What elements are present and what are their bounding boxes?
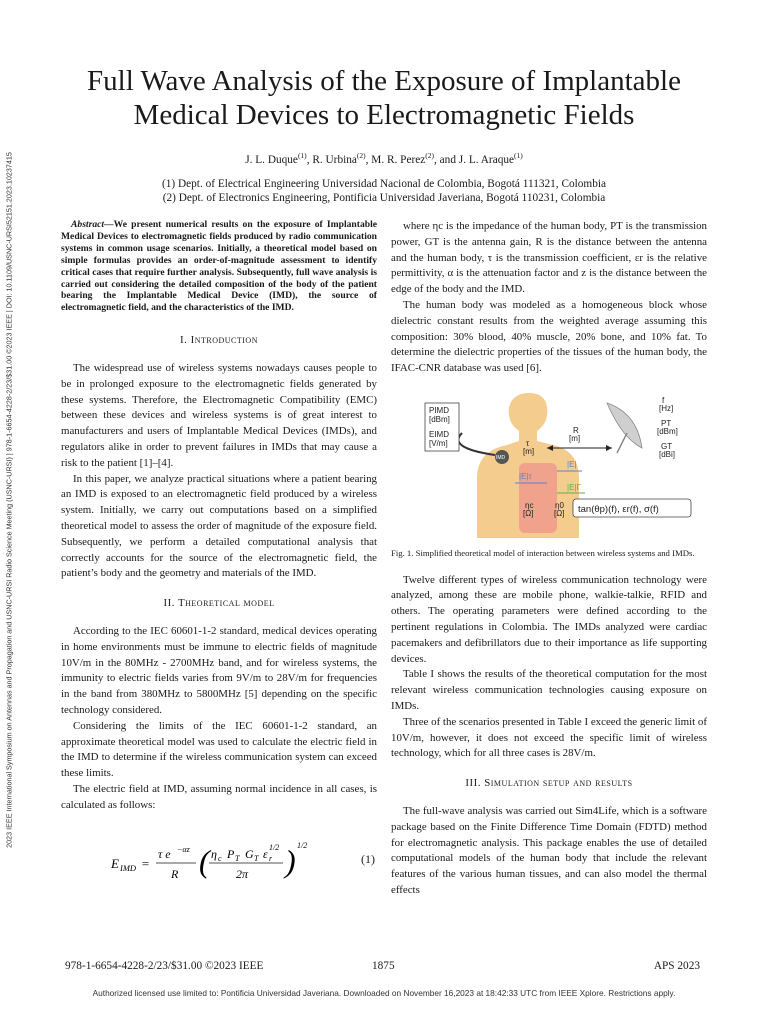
svg-text:R: R xyxy=(171,866,179,881)
intro-paragraph-2: In this paper, we analyze practical situations where a patient bearing an IMD is exposed to an electromagnetic field produced by a wireless system. Initially, we carry out computations based on a simplified theoretical model to assess the order of magnitude of the exposure field. Subsequently, we perform a detailed computational analysis that correctly accounts for the source of the electromagnetic field, the patient’s body and the geometry and materials of the IMD. xyxy=(61,472,377,580)
author-list: J. L. Duque$^{(1)}$, R. Urbina$^{(2)}$, M. R. Perez$^{(2)}$, and J. L. Araque$^{(1)}$ xyxy=(245,151,523,166)
svg-text:τ e: τ e xyxy=(158,846,171,861)
antenna-dish-icon xyxy=(607,403,642,448)
affiliation-2: (2) Dept. of Electronics Engineering, Pontificia Universidad Javeriana, Bogotá 110231, Colombia xyxy=(162,192,606,204)
equation-formula xyxy=(111,838,351,888)
svg-text:1/2: 1/2 xyxy=(269,842,280,852)
svg-text:η: η xyxy=(211,846,217,861)
eta-c-unit: [Ω] xyxy=(523,508,534,518)
svg-text:ε: ε xyxy=(263,846,268,861)
right-paragraph-3: Twelve different types of wireless communication technology were analyzed, among these are mobile phone, walkie-talkie, RFID and others. The operating parameters were defined according to the pertinent regulations in Colombia. The IMDs analyzed were cardiac pacemakers and defibrillators due to their importance as life supporting devices. xyxy=(391,573,707,665)
theory-paragraph-3: The electric field at IMD, assuming normal incidence in all cases, is calculated as follows: xyxy=(61,782,377,811)
abstract-label: Abstract— xyxy=(71,219,114,230)
figure-1 xyxy=(407,393,697,538)
footer-conference: APS 2023 xyxy=(653,960,700,972)
svg-text:(: ( xyxy=(199,842,210,879)
svg-text:c: c xyxy=(218,853,222,863)
simulation-paragraph-1: The full-wave analysis was carried out Sim4Life, which is a software package based on the Finite Difference Time Domain (FDTD) method for electromagnetic analysis. This package enables the use of detailed computational models of the human body that include the relevant features of the various human tissues, and can also model the thermal effects xyxy=(391,804,707,896)
imd-lead xyxy=(458,433,495,455)
section-heading-introduction: I. Introduction xyxy=(180,334,258,347)
theory-paragraph-1: According to the IEC 60601-1-2 standard, medical devices operating in home environments must be immune to electric fields of magnitude 10V/m in the 80MHz - 2700MHz band, and for wireless systems, the immunity to electric fields varies from 9V/m to 28V/m for frequencies in the band from 380MHz to 5800MHz [5] depending on the specific technology considered. xyxy=(61,625,377,716)
tau-label: τ xyxy=(526,438,530,448)
tau-unit: [m] xyxy=(523,446,535,456)
svg-text:T: T xyxy=(254,853,259,863)
gt-unit: [dBi] xyxy=(659,449,676,459)
abstract-text: We present numerical results on the exposure of Implantable Medical Devices to electromagnetic fields produced by radio communication systems in common usage scenarios. Initially, a theoretical model based on simple formulas provides an order-of-magnitude assessment to identify critical cases that require further analysis. Subsequently, full wave analysis is carried out considering the detailed composition of the body of the patient bearing the Implantable Medical Device (IMD), the source of electromagnetic field, and the characteristics of the IMD. xyxy=(61,219,377,314)
r-unit: [m] xyxy=(569,433,581,443)
r-label: R xyxy=(573,425,579,435)
svg-text:2π: 2π xyxy=(236,866,249,881)
e-imd-label: EIMD xyxy=(429,429,449,439)
figure-diagram xyxy=(407,393,697,538)
svg-text:−αz: −αz xyxy=(177,844,190,854)
svg-text:P: P xyxy=(227,846,235,861)
e-tau-label: |E|τ xyxy=(519,471,532,481)
footer-page-number: 1875 xyxy=(372,960,395,972)
f-label: f xyxy=(662,395,665,405)
right-paragraph-1: where ηc is the impedance of the human body, PT is the transmission power, GT is the antenna gain, R is the distance between the antenna and the human body, τ is the transmission coefficient, εr is the relative permittivity, α is the attenuation factor and z is the distance between the edge of the body and the IMD. xyxy=(391,220,707,296)
svg-text:r: r xyxy=(269,853,273,863)
section-heading-theory: II. Theoretical model xyxy=(163,597,275,610)
right-paragraph-5: Three of the scenarios presented in Table I exceed the generic limit of 10V/m, however, it does not exceed the specific limit of wireless technology, which for all three cases is 28V/m. xyxy=(391,715,707,760)
intro-paragraph-1: The widespread use of wireless systems nowadays causes people to be in prolonged exposure to the electromagnetic fields generated by these systems. Therefore, the Electromagnetic Compatibility (EMC) between these devices and wireless systems is of great interest to manufacturers and users of Implantable Medical Devices (IMDs), and regulators alike in order to prevent failures in IMDs that may cause a risk to the patient [1]–[4]. xyxy=(61,362,377,469)
tan-box-label: tan(θp)(f), εr(f), σ(f) xyxy=(578,503,659,515)
eta-0-label: η0 xyxy=(555,500,564,510)
svg-text:=: = xyxy=(141,855,150,871)
svg-text:E: E xyxy=(111,855,119,871)
right-paragraph-2: The human body was modeled as a homogeneous block whose dielectric constant results from the weighted average assuming this composition: 30% blood, 40% muscle, 20% bone, and 10% fat. To determine the dielectric properties of the tissues of the human body, the IFAC-CNR database was used [6]. xyxy=(391,298,707,375)
left-column xyxy=(61,219,377,884)
authorized-use-note: Authorized licensed use limited to: Pontificia Universidad Javeriana. Downloaded on November 16,2023 at 18:42:33 UTC from IEEE Xplore. Restrictions apply. xyxy=(92,988,676,998)
side-banner-text: 2023 IEEE International Symposium on Antennas and Propagation and USNC-URSI Radio Science Meeting (USNC-URSI) | 978-1-6654-4228-2/23/$31.00 ©2023 IEEE | DOI: 10.1109/USNC-URSI52151.2023.10237415 xyxy=(4,152,14,848)
f-unit: [Hz] xyxy=(659,403,674,413)
section-heading-simulation: III. Simulation setup and results xyxy=(465,777,633,790)
p-imd-label: PIMD xyxy=(429,405,449,415)
pt-label: PT xyxy=(661,418,672,428)
antenna-mast xyxy=(617,433,627,453)
equation-number: (1) xyxy=(361,851,375,866)
svg-text:): ) xyxy=(285,842,296,879)
svg-text:T: T xyxy=(235,853,240,863)
distance-arrow-head-right xyxy=(606,445,612,451)
svg-text:IMD: IMD xyxy=(120,862,137,873)
abstract xyxy=(61,219,377,314)
pt-unit: [dBm] xyxy=(657,426,678,436)
e-imd-unit: [V/m] xyxy=(429,438,448,448)
right-paragraph-4: Table I shows the results of the theoretical computation for the most relevant wireless communication technologies causing exposure on IMDs. xyxy=(391,668,707,712)
gt-label: GT xyxy=(661,441,673,451)
e-gamma-label: |E|Γ xyxy=(567,482,581,492)
figure-caption: Fig. 1. Simplified theoretical model of interaction between wireless systems and IMDs. xyxy=(391,547,695,558)
affiliation-1: (1) Dept. of Electrical Engineering Universidad Nacional de Colombia, Bogotá 111321, Colombia xyxy=(161,178,607,190)
right-column xyxy=(391,219,707,899)
p-imd-unit: [dBm] xyxy=(429,414,450,424)
theory-paragraph-2: Considering the limits of the IEC 60601-1-2 standard, an approximate theoretical model was used to calculate the electric field in the IMD to determine if the wireless communication system can exceed these limits. xyxy=(61,719,377,780)
eta-c-label: ηc xyxy=(525,500,534,510)
imd-label: IMD xyxy=(496,454,506,461)
eta-0-unit: [Ω] xyxy=(554,508,565,518)
footer-isbn: 978-1-6654-4228-2/23/$31.00 ©2023 IEEE xyxy=(65,960,264,972)
svg-text:1/2: 1/2 xyxy=(297,840,308,850)
equation-1 xyxy=(61,826,377,884)
side-banner xyxy=(2,50,16,950)
e-abs-label: |E| xyxy=(567,459,577,469)
paper-title: Full Wave Analysis of the Exposure of Implantable Medical Devices to Electromagnetic Fields xyxy=(87,65,681,131)
svg-text:G: G xyxy=(245,846,254,861)
